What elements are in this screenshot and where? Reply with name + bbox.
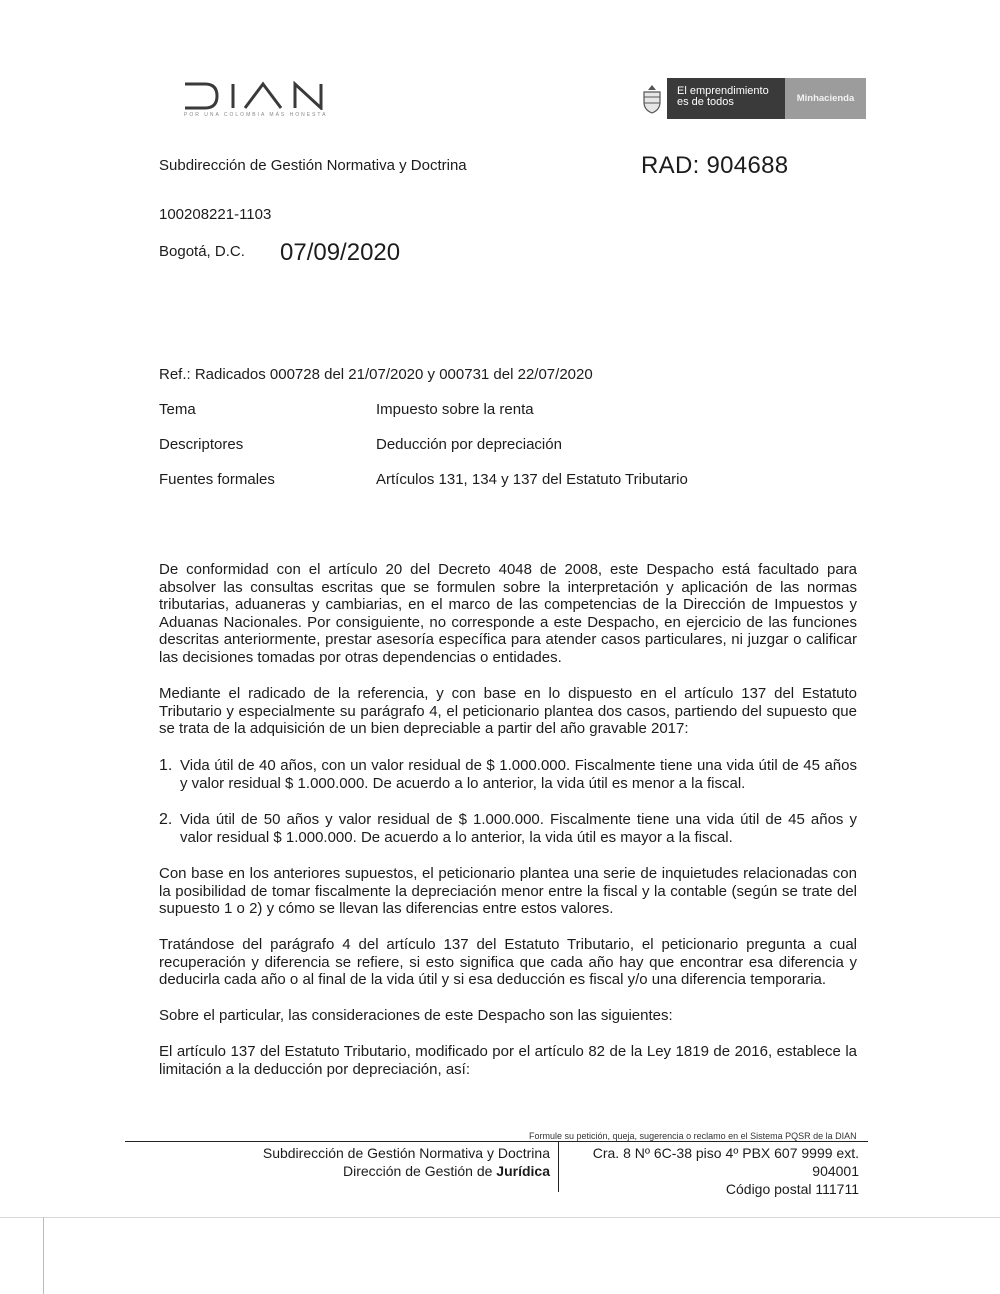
footer-vertical-divider xyxy=(558,1142,559,1192)
paragraph-5: Sobre el particular, las consideraciones de este Despacho son las siguientes: xyxy=(159,1007,673,1024)
scan-edge-vertical xyxy=(43,1217,44,1294)
list-text: Vida útil de 40 años, con un valor residual de $ 1.000.000. Fiscalmente tiene una vida útil de 45 años y valor residual $ 1.000.000. De acuerdo a lo anterior, la vida útil es menor a la fiscal. xyxy=(180,757,857,792)
meta-row-fuentes xyxy=(159,471,859,491)
paragraph-2: Mediante el radicado de la referencia, y con base en lo dispuesto en el artículo 137 del Estatuto Tributario y especialmente su parágrafo 4, el peticionario plantea dos casos, partiendo del supuesto que se trata de la adquisición de un bien depreciable a partir del año gravable 2017: xyxy=(159,685,857,737)
footer-office-prefix: Dirección de Gestión de xyxy=(342,1163,497,1179)
meta-row-descriptores xyxy=(159,436,859,456)
footer-office xyxy=(230,1144,550,1180)
paragraph-3: Con base en los anteriores supuestos, el peticionario plantea una serie de inquietudes relacionadas con la posibilidad de tomar fiscalmente la depreciación menor entre la fiscal y la contable (según se trate del supuesto 1 o 2) y cómo se llevan las diferencias entre estos valores. xyxy=(159,865,857,917)
footer-office-line-2 xyxy=(230,1162,550,1180)
paragraph-4: Tratándose del parágrafo 4 del artículo 137 del Estatuto Tributario, el peticionario pregunta a cual recuperación y diferencia se refiere, si esto significa que cada año hay que encontrar esa diferencia y deducirla cada año o al final de la vida útil y si esa deducción es fiscal y/o una diferencia temporaria. xyxy=(159,936,857,988)
document-number: 100208221-1103 xyxy=(159,206,272,223)
slogan-line-1: El emprendimiento xyxy=(677,85,769,97)
meta-row-tema xyxy=(159,401,859,421)
meta-key: Fuentes formales xyxy=(159,471,275,488)
dian-tagline: POR UNA COLOMBIA MÁS HONESTA xyxy=(184,112,328,118)
subdireccion-heading: Subdirección de Gestión Normativa y Doctrina xyxy=(159,157,467,174)
government-badge xyxy=(637,78,866,119)
meta-value: Deducción por depreciación xyxy=(376,436,562,453)
document-date: 07/09/2020 xyxy=(280,239,401,266)
dian-logo xyxy=(183,80,343,126)
city-label: Bogotá, D.C. xyxy=(159,243,245,260)
list-text: Vida útil de 50 años y valor residual de $ 1.000.000. Fiscalmente tiene una vida útil de 45 años y valor residual $ 1.000.000. De acuerdo a lo anterior, la vida útil es mayor a la fiscal. xyxy=(180,811,857,846)
ministry-label: Minhacienda xyxy=(785,78,866,119)
meta-key: Tema xyxy=(159,401,196,418)
meta-value: Artículos 131, 134 y 137 del Estatuto Tributario xyxy=(376,471,688,488)
slogan-line-2: es de todos xyxy=(677,96,734,108)
footer-address-line-3: Código postal 111711 xyxy=(725,1181,859,1197)
footer-address-line-1: Cra. 8 Nº 6C-38 piso 4º PBX 607 9999 ext. xyxy=(592,1145,859,1161)
footer-pqsr-note: Formule su petición, queja, sugerencia o reclamo en el Sistema PQSR de la DIAN xyxy=(529,1131,857,1141)
coat-of-arms-icon xyxy=(637,78,667,119)
meta-value: Impuesto sobre la renta xyxy=(376,401,534,418)
list-number: 2. xyxy=(159,811,173,828)
meta-key: Descriptores xyxy=(159,436,244,453)
dian-logo-mark xyxy=(183,80,333,110)
footer-address-line-2: 904001 xyxy=(812,1163,859,1179)
slogan-box xyxy=(667,78,785,119)
footer-divider xyxy=(125,1141,868,1142)
paragraph-1: De conformidad con el artículo 20 del Decreto 4048 de 2008, este Despacho está facultado para absolver las consultas escritas que se formulen sobre la interpretación y aplicación de las normas tributarias, aduaneras y cambiarias, en el marco de las competencias de la Dirección de Impuestos y Aduanas Nacionales. Por consiguiente, no corresponde a este Despacho, en ejercicio de las funciones descritas anteriormente, prestar asesoría específica para atender casos particulares, ni juzgar o calificar las decisiones tomadas por otras dependencias o entidades. xyxy=(159,561,857,666)
footer-office-bold: Jurídica xyxy=(496,1163,550,1179)
list-number: 1. xyxy=(159,757,173,774)
footer-office-line-1: Subdirección de Gestión Normativa y Doctrina xyxy=(262,1145,550,1161)
reference-line: Ref.: Radicados 000728 del 21/07/2020 y 000731 del 22/07/2020 xyxy=(159,366,593,383)
footer-address xyxy=(565,1144,859,1198)
scan-edge-line xyxy=(0,1217,1000,1218)
rad-number: RAD: 904688 xyxy=(641,152,789,179)
paragraph-6: El artículo 137 del Estatuto Tributario, modificado por el artículo 82 de la Ley 1819 de 2016, establece la limitación a la deducción por depreciación, así: xyxy=(159,1043,857,1078)
